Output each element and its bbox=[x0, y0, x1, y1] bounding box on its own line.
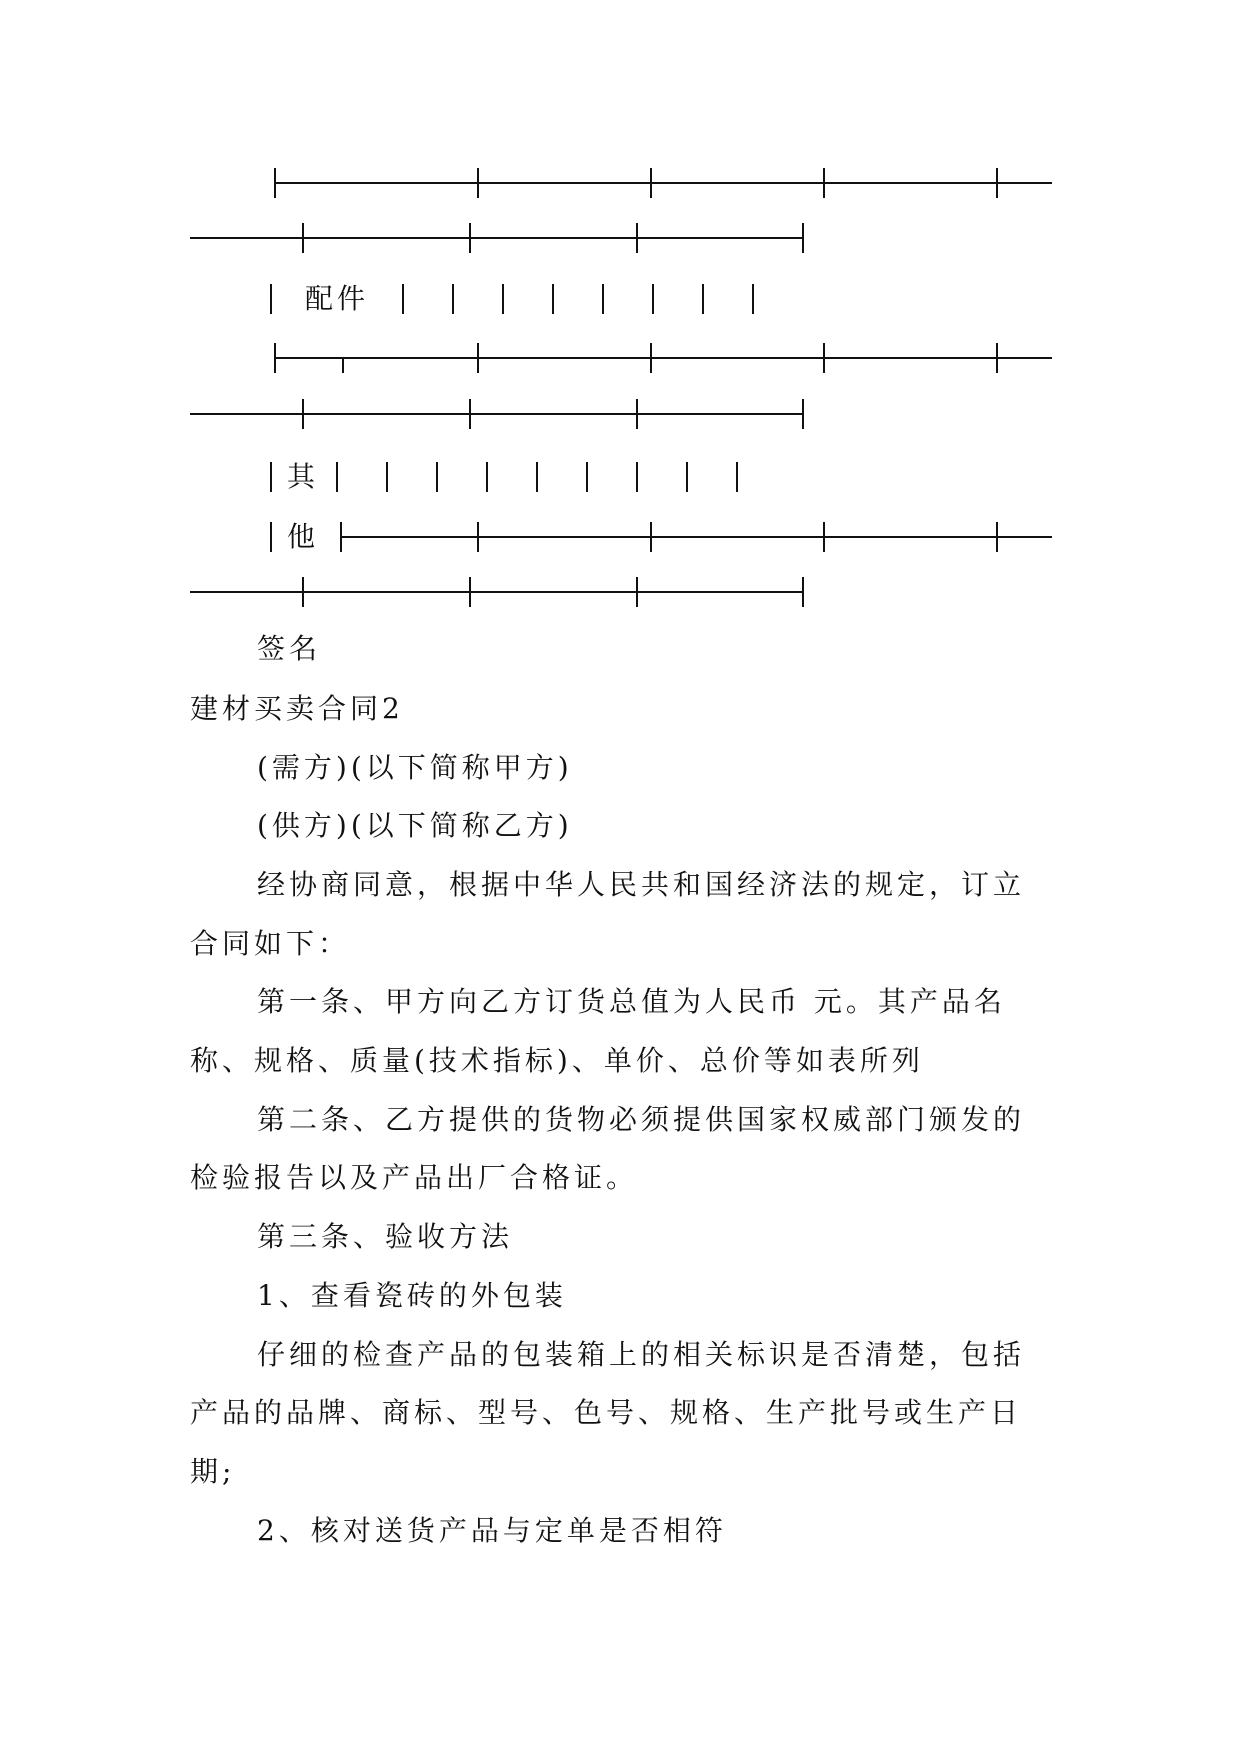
table-label-other-2: 他 bbox=[287, 520, 320, 553]
article-2-line2: 检验报告以及产品出厂合格证。 bbox=[190, 1161, 639, 1194]
article-2-line1: 第二条、乙方提供的货物必须提供国家权威部门颁发的 bbox=[257, 1103, 1026, 1136]
article-3-heading: 第三条、验收方法 bbox=[257, 1220, 514, 1253]
item-1-desc-line1: 仔细的检查产品的包装箱上的相关标识是否清楚，包括 bbox=[257, 1338, 1026, 1371]
signature-label: 签名 bbox=[257, 632, 322, 665]
contract-title: 建材买卖合同2 bbox=[190, 692, 404, 725]
item-2-heading: 2、核对送货产品与定单是否相符 bbox=[257, 1514, 727, 1547]
paragraph-intro-line2: 合同如下： bbox=[190, 927, 351, 960]
party-b: (供方)(以下简称乙方) bbox=[257, 809, 573, 842]
item-1-desc-line3: 期; bbox=[190, 1455, 236, 1488]
paragraph-intro-line1: 经协商同意，根据中华人民共和国经济法的规定，订立 bbox=[257, 868, 1026, 901]
article-1-line2: 称、规格、质量(技术指标)、单价、总价等如表所列 bbox=[190, 1044, 924, 1077]
party-a: (需方)(以下简称甲方) bbox=[257, 751, 573, 784]
table-fragment-lines bbox=[0, 0, 1241, 620]
article-1-line1: 第一条、甲方向乙方订货总值为人民币 元。其产品名 bbox=[257, 985, 1006, 1018]
table-label-other-1: 其 bbox=[287, 460, 320, 493]
item-1-desc-line2: 产品的品牌、商标、型号、色号、规格、生产批号或生产日 bbox=[190, 1396, 1023, 1429]
table-label-accessory: 配件 bbox=[305, 282, 370, 315]
item-1-heading: 1、查看瓷砖的外包装 bbox=[257, 1279, 567, 1312]
